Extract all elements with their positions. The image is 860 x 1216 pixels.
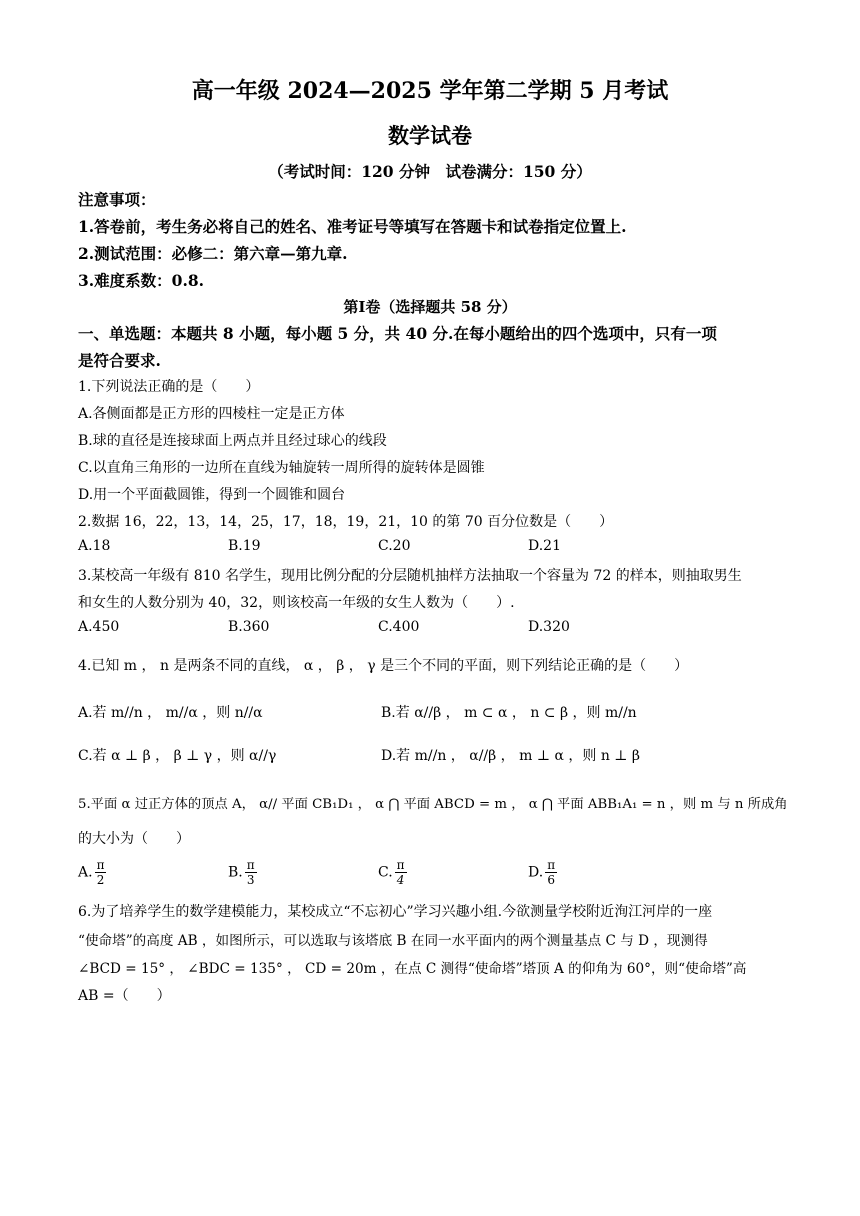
section-heading: 一、单选题：本题共 8 小题，每小题 5 分，共 40 分.在每小题给出的四个选项中，只有一项 [78,324,717,343]
option-A: A.450 [78,619,120,635]
option-C [378,858,407,887]
exam-title: 高一年级 2024—2025 学年第二学期 5 月考试 [191,78,669,104]
option-B: B.球的直径是连接球面上两点并且经过球心的线段 [78,433,387,449]
question-6-stem: 6.为了培养学生的数学建模能力，某校成立“不忘初心”学习兴趣小组.今欲测量学校附近洵江河岸的一座 [78,904,713,920]
question-6-stem-cont: “使命塔”的高度 AB ，如图所示，可以选取与该塔底 B 在同一水平面内的两个测量基点 C 与 D ，现测得 [78,933,708,949]
fraction-numerator: π [96,858,105,872]
notes-heading: 注意事项： [78,190,156,209]
option-label: C. [378,864,393,881]
fraction-numerator: π [396,858,405,872]
option-C: C.以直角三角形的一边所在直线为轴旋转一周所得的旋转体是圆锥 [78,460,485,476]
note-item: 1.答卷前，考生务必将自己的姓名、准考证号等填写在答题卡和试卷指定位置上. [78,217,627,236]
option-D: D.用一个平面截圆锥，得到一个圆锥和圆台 [78,487,346,503]
fraction-denominator: 2 [96,873,105,887]
option-B: B.若 α//β ， m ⊂ α ， n ⊂ β ，则 m//n [381,705,637,721]
question-5-stem: 5.平面 α 过正方体的顶点 A， α// 平面 CB₁D₁ ， α ⋂ 平面 ABCD = m ， α ⋂ 平面 ABB₁A₁ = n ，则 m 与 n 所成角 [78,797,788,812]
option-C: C.20 [378,538,411,554]
exam-info: （考试时间：120 分钟 试卷满分：150 分） [268,162,592,181]
option-C: C.400 [378,619,420,635]
option-D: D.若 m//n ， α//β ， m ⊥ α ，则 n ⊥ β [381,748,641,764]
volume-heading: 第Ⅰ卷（选择题共 58 分） [343,298,517,316]
question-3-stem-cont: 和女生的人数分别为 40，32，则该校高一年级的女生人数为（ ）. [78,595,515,611]
exam-subtitle: 数学试卷 [388,123,472,148]
option-A [78,858,106,887]
option-B [228,858,257,887]
option-label: D. [528,864,544,881]
question-3-stem: 3.某校高一年级有 810 名学生，现用比例分配的分层随机抽样方法抽取一个容量为 72 的样本，则抽取男生 [78,568,742,584]
option-D [528,858,557,887]
option-D: D.21 [528,538,561,554]
question-2-stem: 2.数据 16，22，13，14，25，17，18，19，21，10 的第 70 百分位数是（ ） [78,514,614,530]
option-A: A.若 m//n ， m//α ，则 n//α [78,705,263,721]
option-A: A.18 [78,538,111,554]
fraction-denominator: 3 [246,873,255,887]
fraction-numerator: π [246,858,255,872]
fraction-numerator: π [547,858,556,872]
question-6-stem-cont: ∠BCD = 15° ， ∠BDC = 135° ， CD = 20m ，在点 C 测得“使命塔”塔顶 A 的仰角为 60°，则“使命塔”高 [78,961,747,977]
option-B: B.360 [228,619,270,635]
fraction-denominator: 4 [396,873,405,887]
option-A: A.各侧面都是正方形的四棱柱一定是正方体 [78,406,345,422]
question-4-stem: 4.已知 m ， n 是两条不同的直线， α ， β ， γ 是三个不同的平面，则下列结论正确的是（ ） [78,658,689,674]
fraction-denominator: 6 [547,873,555,887]
question-1-stem: 1.下列说法正确的是（ ） [78,379,260,395]
note-item: 3.难度系数：0.8. [78,271,205,290]
option-D: D.320 [528,619,570,635]
option-label: A. [78,864,93,881]
question-5-stem-cont: 的大小为（ ） [78,831,190,847]
section-heading-cont: 是符合要求. [78,351,161,370]
option-C: C.若 α ⊥ β ， β ⊥ γ ，则 α//γ [78,748,277,764]
option-label: B. [228,864,243,881]
note-item: 2.测试范围：必修二：第六章—第九章. [78,244,348,263]
option-B: B.19 [228,538,261,554]
question-6-stem-cont: AB =（ ） [78,988,171,1004]
